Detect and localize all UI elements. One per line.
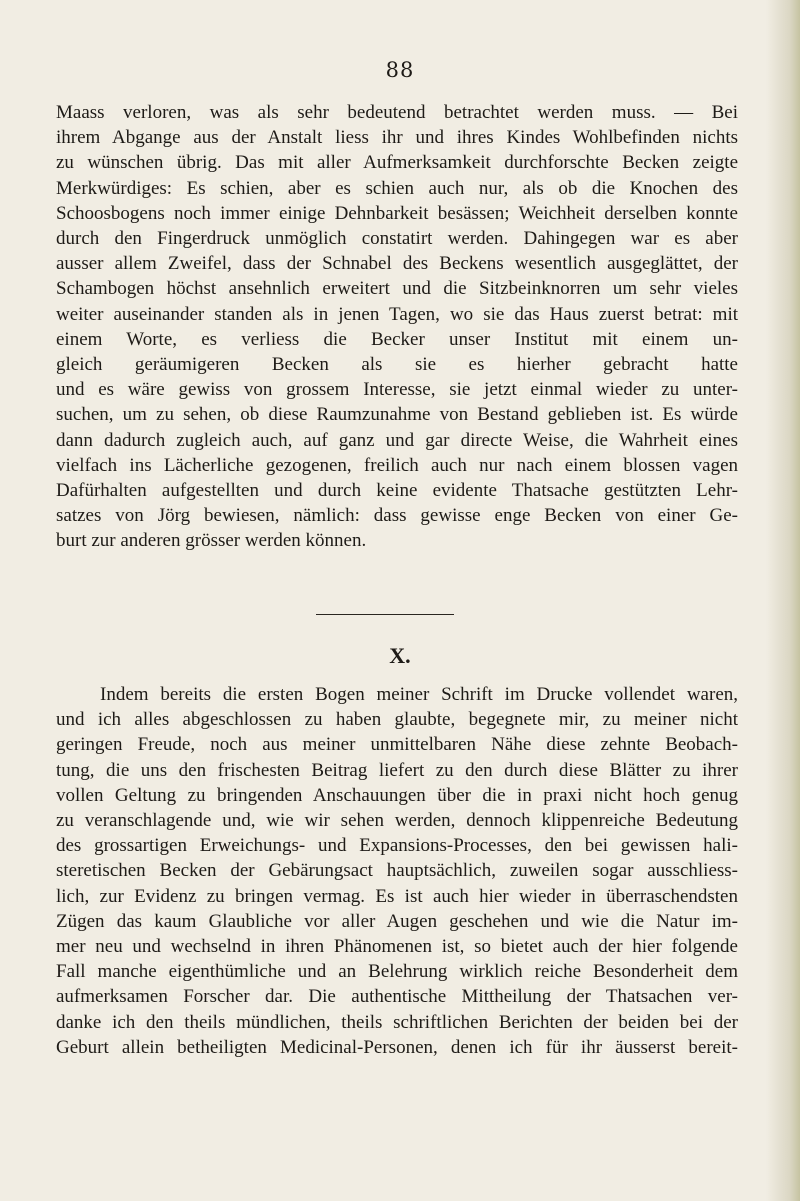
text-line: aufmerksamen Forscher dar. Die authentische Mittheilung der Thatsachen ver- — [56, 986, 738, 1008]
text-line: burt zur anderen grösser werden können. — [56, 530, 367, 552]
text-line: tung, die uns den frischesten Beitrag liefert zu den durch diese Blätter zu ihrer — [56, 759, 738, 781]
text-line: zu wünschen übrig. Das mit aller Aufmerksamkeit durchforschte Becken zeigte — [56, 152, 738, 174]
text-line: Schambogen höchst ansehnlich erweitert und die Sitzbeinknorren um sehr vieles — [56, 278, 738, 300]
text-line: gleich geräumigeren Becken als sie es hierher gebracht hatte — [56, 354, 738, 376]
text-line: Dafürhalten aufgestellten und durch keine evidente Thatsache gestützten Lehr- — [56, 480, 738, 502]
text-line: des grossartigen Erweichungs- und Expansions-Processes, den bei gewissen hali- — [56, 835, 738, 857]
section-divider — [316, 614, 454, 615]
text-line: Fall manche eigenthümliche und an Belehrung wirklich reiche Besonderheit dem — [56, 961, 738, 983]
section-heading: X. — [389, 643, 411, 668]
text-line: vielfach ins Lächerliche gezogenen, freilich auch nur nach einem blossen vagen — [56, 454, 738, 476]
text-line: suchen, um zu sehen, ob diese Raumzunahme von Bestand geblieben ist. Es würde — [56, 404, 738, 426]
text-line: ihrem Abgange aus der Anstalt liess ihr und ihres Kindes Wohlbefinden nichts — [56, 127, 738, 149]
text-line: weiter auseinander standen als in jenen Tagen, wo sie das Haus zuerst betrat: mit — [56, 303, 738, 325]
text-line: Indem bereits die ersten Bogen meiner Schrift im Drucke vollendet waren, — [100, 684, 738, 705]
text-line: danke ich den theils mündlichen, theils schriftlichen Berichten der beiden bei der — [56, 1011, 738, 1033]
text-line: geringen Freude, noch aus meiner unmittelbaren Nähe diese zehnte Beobach- — [56, 734, 738, 756]
page-number: 88 — [385, 58, 415, 82]
text-line: Maass verloren, was als sehr bedeutend betrachtet werden muss. — Bei — [56, 102, 738, 123]
text-line: Geburt allein betheiligten Medicinal-Personen, denen ich für ihr äusserst bereit- — [56, 1036, 738, 1058]
text-line: steretischen Becken der Gebärungsact hauptsächlich, zuweilen sogar ausschliess- — [56, 860, 738, 882]
text-line: Schoosbogens noch immer einige Dehnbarkeit besässen; Weichheit derselben konnte — [56, 202, 738, 224]
text-line: und es wäre gewiss von grossem Interesse, sie jetzt einmal wieder zu unter- — [56, 379, 738, 401]
text-line: lich, zur Evidenz zu bringen vermag. Es ist auch hier wieder in überraschendsten — [56, 885, 738, 907]
text-line: dann dadurch zugleich auch, auf ganz und gar directe Weise, die Wahrheit eines — [56, 429, 738, 451]
text-line: und ich alles abgeschlossen zu haben glaubte, begegnete mir, zu meiner nicht — [56, 709, 738, 731]
text-line: vollen Geltung zu bringenden Anschauungen über die in praxi nicht hoch genug — [56, 784, 738, 806]
text-line: satzes von Jörg bewiesen, nämlich: dass gewisse enge Becken von einer Ge- — [56, 505, 738, 527]
text-line: Merkwürdiges: Es schien, aber es schien auch nur, als ob die Knochen des — [56, 177, 738, 199]
paragraph-1 — [56, 100, 738, 554]
text-line: Zügen das kaum Glaubliche vor aller Augen geschehen und wie die Natur im- — [56, 910, 738, 932]
paragraph-2 — [56, 682, 738, 1060]
text-line: durch den Fingerdruck unmöglich constatirt werden. Dahingegen war es aber — [56, 228, 738, 250]
text-line: zu veranschlagende und, wie wir sehen werden, dennoch klippenreiche Bedeutung — [56, 810, 738, 832]
text-line: einem Worte, es verliess die Becker unser Institut mit einem un- — [56, 328, 738, 350]
page-edge-shadow — [766, 0, 800, 1201]
text-line: ausser allem Zweifel, dass der Schnabel des Beckens wesentlich ausgeglättet, der — [56, 253, 738, 275]
text-line: mer neu und wechselnd in ihren Phänomenen ist, so bietet auch der hier folgende — [56, 936, 738, 958]
